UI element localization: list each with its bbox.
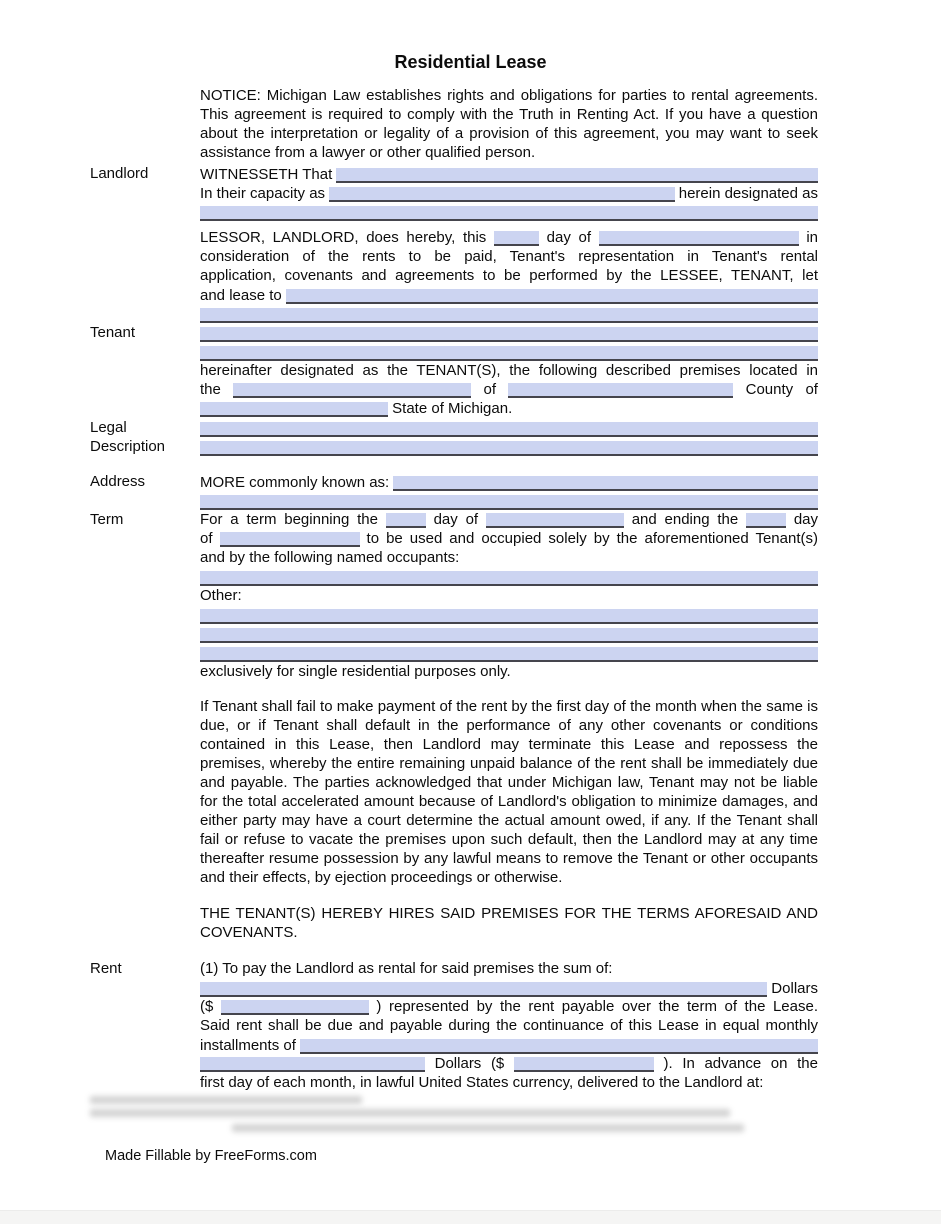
text-run: of	[471, 381, 509, 398]
text-run: the	[200, 381, 234, 398]
other-field[interactable]	[200, 609, 818, 624]
tenant-names-field-2[interactable]	[200, 308, 818, 323]
text-run: installments of	[200, 1037, 301, 1054]
form-line	[200, 202, 818, 221]
form-line	[200, 1073, 818, 1092]
hires-statement-paragraph: THE TENANT(S) HEREBY HIRES SAID PREMISES FOR THE TERMS AFORESAID AND COVENANTS.	[200, 905, 818, 941]
form-line	[200, 586, 818, 605]
term-end-month-field[interactable]	[220, 532, 360, 547]
blurred-footnote-area	[90, 1092, 830, 1147]
term-begin-day-field[interactable]	[386, 513, 426, 528]
section-label-landlord: Landlord	[90, 165, 149, 182]
form-line	[200, 342, 818, 361]
form-line	[200, 548, 818, 567]
form-line	[200, 662, 818, 681]
text-run: For a term beginning the	[200, 511, 386, 528]
text-run: of	[200, 530, 220, 547]
footer-credit-text: Made Fillable by FreeForms.com	[105, 1148, 317, 1164]
vertical-spacer	[200, 221, 818, 228]
text-run: and ending the	[623, 511, 747, 528]
vertical-spacer	[200, 456, 818, 472]
form-line	[200, 529, 818, 548]
property-address-field[interactable]	[393, 476, 818, 491]
text-run: application, covenants and agreements to be performed by the LESSEE, TENANT, let	[200, 267, 818, 284]
section-label-address: Address	[90, 473, 146, 490]
vertical-spacer	[200, 887, 818, 904]
legal-description-field-2[interactable]	[200, 441, 818, 456]
landlord-name-field[interactable]	[336, 168, 818, 183]
lease-day-field[interactable]	[494, 231, 539, 246]
other-field-3[interactable]	[200, 647, 818, 662]
form-line	[200, 643, 818, 662]
landlord-designation-field[interactable]	[200, 206, 818, 221]
section-label-term: Term	[90, 511, 124, 528]
other-field-2[interactable]	[200, 628, 818, 643]
form-line	[200, 380, 818, 399]
text-run: and lease to	[200, 287, 286, 304]
text-run: and by the following named occupants:	[200, 549, 460, 566]
form-line	[200, 1054, 818, 1073]
form-line	[90, 510, 819, 529]
footer-credit	[0, 1147, 941, 1165]
form-line	[90, 164, 818, 183]
form-line	[200, 605, 818, 624]
property-address-field-2[interactable]	[200, 495, 818, 510]
installments-words-field[interactable]	[300, 1039, 818, 1054]
form-line	[200, 437, 818, 456]
vertical-spacer	[200, 681, 818, 697]
term-end-day-field[interactable]	[746, 513, 786, 528]
blurred-text-line-3	[232, 1124, 744, 1132]
text-run: LESSOR, LANDLORD, does hereby, this	[200, 229, 494, 246]
text-run: Said rent shall be due and payable during the continuance of this Lease in equal monthly	[200, 1017, 818, 1034]
blurred-text-line-2	[90, 1109, 730, 1117]
installments-number-field[interactable]	[514, 1057, 654, 1072]
legal-description-field[interactable]	[200, 422, 818, 437]
form-line	[200, 1035, 818, 1054]
text-run: day of	[538, 229, 599, 246]
rent-sum-number-field[interactable]	[221, 1000, 369, 1015]
notice-paragraph: NOTICE: Michigan Law establishes rights and obligations for parties to rental agreements. This agreement is required to comply with the Truth in Renting Act. If you have a question about the interpretation or legality of a provision of this agreement, you may want to seek assistance from a lawyer or other qualified person.	[200, 87, 818, 161]
text-run: first day of each month, in lawful United States currency, delivered to the Landlord at:	[200, 1074, 764, 1091]
text-run: to be used and occupied solely by the aforementioned Tenant(s)	[359, 530, 818, 547]
form-line	[200, 399, 818, 418]
text-run: MORE commonly known as:	[200, 474, 394, 491]
text-run: (1) To pay the Landlord as rental for said premises the sum of:	[200, 960, 613, 977]
tenant-names-field-4[interactable]	[200, 346, 818, 361]
text-run: day of	[425, 511, 486, 528]
form-line	[90, 418, 818, 455]
text-run: ). In advance on the	[653, 1055, 818, 1072]
text-run: Other:	[200, 587, 242, 604]
form-line	[200, 567, 818, 586]
form-line	[200, 228, 818, 247]
text-run: exclusively for single residential purposes only.	[200, 663, 511, 680]
lease-month-field[interactable]	[599, 231, 799, 246]
text-run: ) represented by the rent payable over the term of the Lease.	[368, 998, 818, 1015]
text-run: herein designated as	[674, 185, 818, 202]
text-run: County of	[733, 381, 818, 398]
vertical-spacer	[200, 0, 818, 52]
text-run: hereinafter designated as the TENANT(S), the following described premises located in	[200, 362, 818, 379]
occupants-field[interactable]	[200, 571, 818, 586]
section-label-legal-description: Legal Description	[90, 419, 166, 455]
text-run: WITNESSETH That	[200, 166, 337, 183]
tenant-names-field-3[interactable]	[200, 327, 818, 342]
form-line	[200, 978, 818, 997]
vertical-spacer	[200, 72, 818, 86]
municipality-type-field[interactable]	[233, 383, 471, 398]
form-line	[200, 361, 818, 380]
county-name-field[interactable]	[200, 402, 388, 417]
form-line	[200, 285, 818, 304]
default-terms-paragraph: If Tenant shall fail to make payment of the rent by the first day of the month when the same is due, or if Tenant shall default in the performance of any other covenants or conditions contained in this Lease, then Landlord may terminate this Lease and repossess the premises, whereby the entire remaining unpaid balance of the rent shall be immediately due and payable. The parties acknowledged that under Michigan law, Tenant may not be liable for the total accelerated amount because of Landlord's obligation to minimize damages, and either party may have a court determine the actual amount owed, if any. If the Tenant shall fail or refuse to vacate the premises upon such default, then the Landlord may at any time thereafter resume possession by any lawful means to remove the Tenant or other occupants and their effects, by ejection proceedings or otherwise.	[200, 698, 818, 886]
form-line	[200, 624, 818, 643]
blurred-text-line-1	[90, 1096, 362, 1104]
form-line	[200, 304, 818, 323]
form-line	[200, 183, 818, 202]
text-run: day	[786, 511, 819, 528]
installments-words-field-2[interactable]	[200, 1057, 425, 1072]
text-run: Dollars	[767, 980, 818, 997]
vertical-spacer	[200, 942, 818, 959]
rent-sum-words-field[interactable]	[200, 982, 767, 997]
text-run: Dollars ($	[425, 1055, 514, 1072]
text-run: In their capacity as	[200, 185, 330, 202]
form-line	[200, 997, 818, 1016]
document-title: Residential Lease	[394, 52, 547, 72]
section-label-tenant: Tenant	[90, 324, 136, 341]
tenant-names-field[interactable]	[286, 289, 818, 304]
form-line	[90, 472, 818, 491]
page-edge-strip	[0, 1210, 941, 1224]
term-begin-month-field[interactable]	[486, 513, 624, 528]
municipality-name-field[interactable]	[508, 383, 733, 398]
form-line	[200, 491, 818, 510]
text-run: State of Michigan.	[388, 400, 513, 417]
landlord-capacity-field[interactable]	[329, 187, 674, 202]
form-line	[200, 1016, 818, 1035]
text-run: in	[798, 229, 819, 246]
form-line	[90, 959, 818, 978]
form-line	[90, 323, 818, 342]
section-label-rent: Rent	[90, 960, 122, 977]
form-line	[200, 247, 818, 266]
text-run: ($	[200, 998, 221, 1015]
text-run: consideration of the rents to be paid, Tenant's representation in Tenant's rental	[200, 248, 818, 265]
form-line	[200, 266, 818, 285]
